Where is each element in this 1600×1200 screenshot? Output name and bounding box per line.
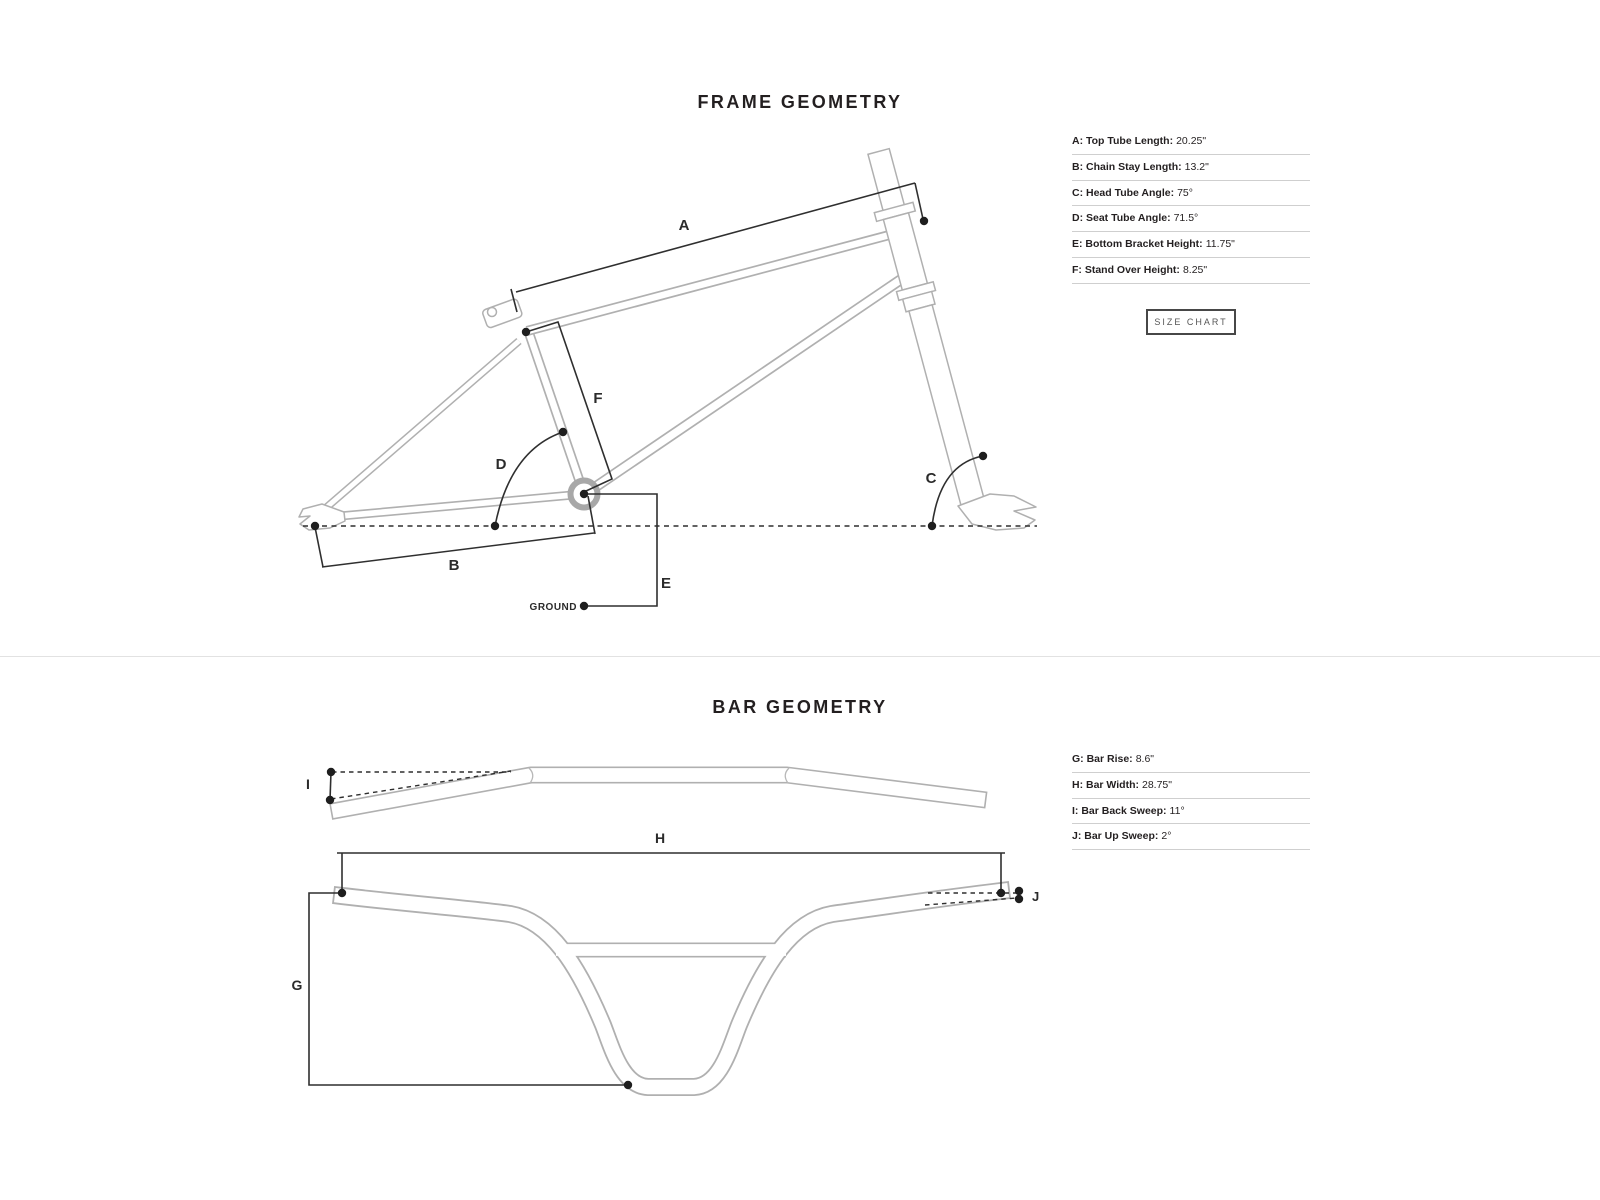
frame-label-a: A (678, 217, 690, 234)
spec-row-seat-tube-angle: D: Seat Tube Angle: 71.5° (1072, 206, 1310, 232)
bar-front-view (342, 891, 1001, 1087)
seat-clamp-bolt (488, 308, 497, 317)
bar-label-h: H (654, 830, 666, 846)
spec-row-bar-back-sweep: I: Bar Back Sweep: 11° (1072, 799, 1310, 825)
size-chart-button[interactable]: SIZE CHART (1146, 309, 1236, 335)
annotation-dots (311, 217, 987, 610)
dim-a-line (516, 183, 915, 292)
spec-row-stand-over-height: F: Stand Over Height: 8.25" (1072, 258, 1310, 284)
spec-row-bar-rise: G: Bar Rise: 8.6" (1072, 747, 1310, 773)
spec-row-bar-width: H: Bar Width: 28.75" (1072, 773, 1310, 799)
frame-label-f: F (593, 390, 603, 407)
frame-label-d: D (495, 456, 507, 473)
frame-label-e: E (660, 575, 672, 592)
frame-diagram (283, 135, 1045, 627)
frame-geometry-title: FRAME GEOMETRY (697, 92, 903, 112)
bar-label-g: G (291, 977, 303, 993)
bar-label-i: I (306, 776, 310, 792)
dim-b-tick-left (315, 527, 323, 567)
spec-row-head-tube-angle: C: Head Tube Angle: 75° (1072, 181, 1310, 207)
dim-i-connector (330, 772, 331, 800)
frame-spec-list (1072, 129, 1310, 284)
dim-e-bracket (584, 494, 657, 606)
frame-label-c: C (925, 470, 937, 487)
frame-label-b: B (448, 557, 460, 574)
spec-row-bottom-bracket-height: E: Bottom Bracket Height: 11.75" (1072, 232, 1310, 258)
bar-diagram (283, 735, 1053, 1110)
dim-d-arc (495, 432, 563, 526)
spec-row-chain-stay-length: B: Chain Stay Length: 13.2" (1072, 155, 1310, 181)
spec-row-top-tube-length: A: Top Tube Length: 20.25" (1072, 129, 1310, 155)
ground-label: GROUND (529, 602, 577, 613)
head-tube-fork (859, 146, 993, 512)
bar-spec-list (1072, 747, 1310, 850)
spec-row-bar-up-sweep: J: Bar Up Sweep: 2° (1072, 824, 1310, 850)
section-divider (0, 656, 1600, 657)
bar-geometry-title: BAR GEOMETRY (712, 697, 888, 717)
bar-label-j: J (1032, 889, 1040, 904)
dim-a-tick-right (915, 183, 923, 219)
bar-annotation-dots (326, 768, 1023, 1089)
